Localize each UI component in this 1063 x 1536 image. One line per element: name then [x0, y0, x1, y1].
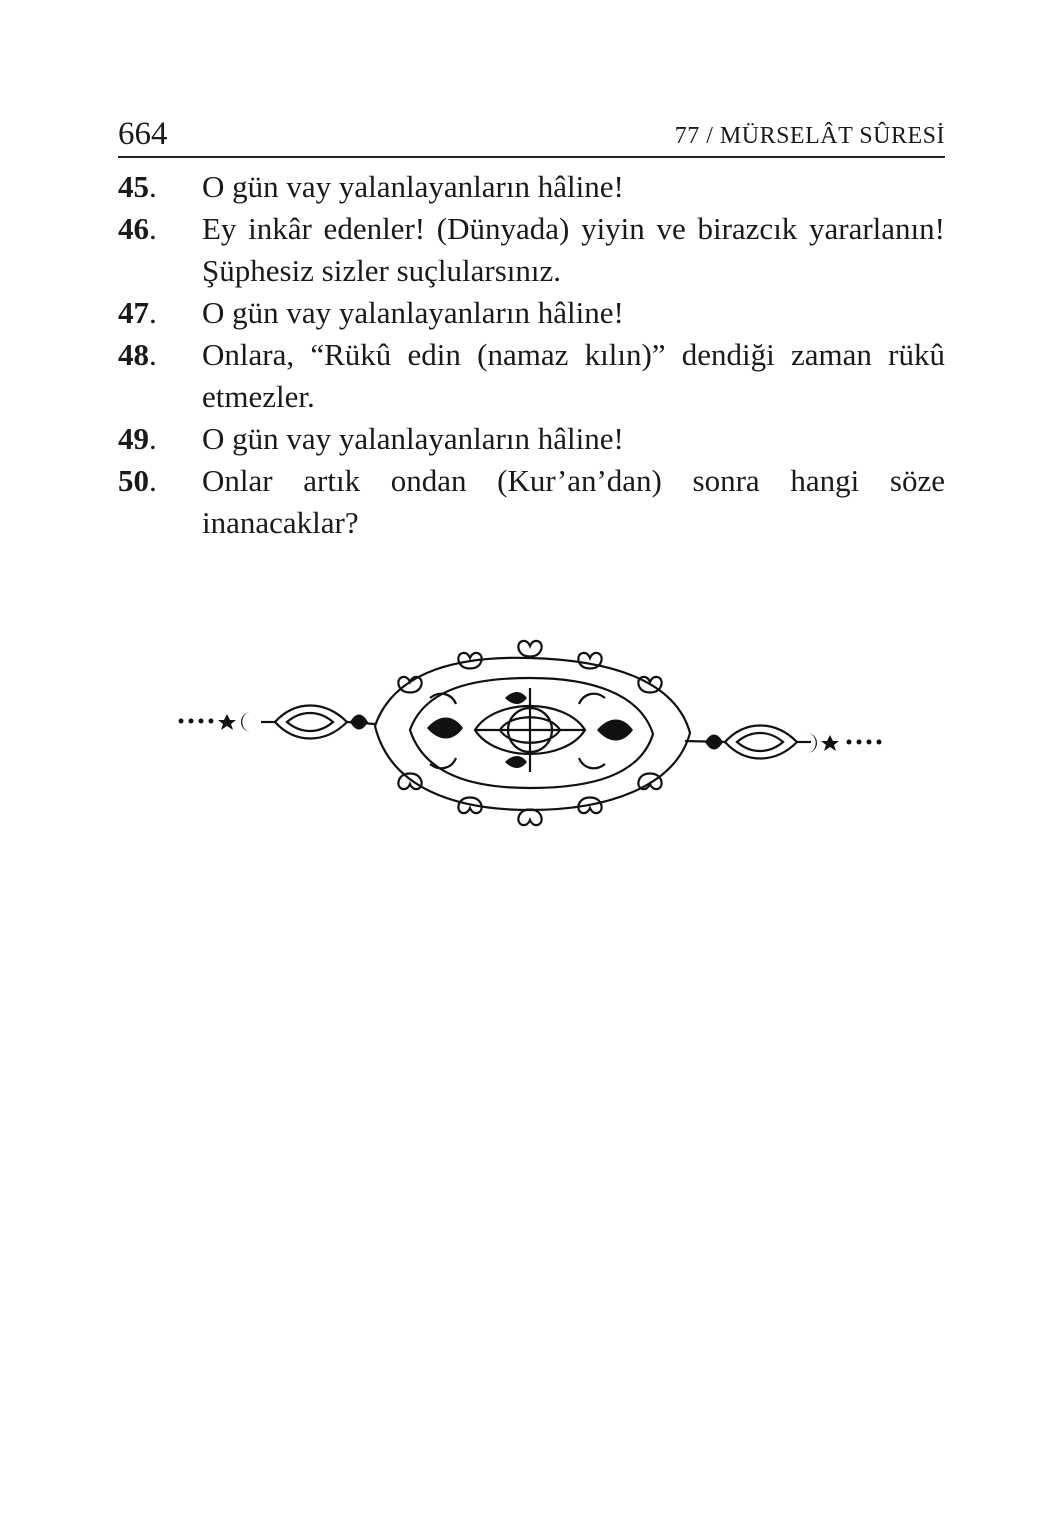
ornamental-divider-icon: [175, 638, 885, 828]
verse-text: Ey inkâr edenler! (Dünyada) yiyin ve birazcık yararlanın! Şüphesiz sizler suçlularsınız.: [202, 211, 945, 288]
verse-text: O gün vay yalanlayanların hâline!: [202, 169, 624, 204]
verse-number: 48.: [118, 337, 157, 372]
verse-text: O gün vay yalanlayanların hâline!: [202, 295, 624, 330]
verse-number: 46.: [118, 211, 157, 246]
verse-text: O gün vay yalanlayanların hâline!: [202, 421, 624, 456]
verse-list: [118, 166, 945, 544]
verse-text: Onlara, “Rükû edin (namaz kılın)” dendiği zaman rükû etmezler.: [202, 337, 945, 414]
verse-number: 47.: [118, 295, 157, 330]
verse-text: Onlar artık ondan (Kur’an’dan) sonra hangi söze inanacaklar?: [202, 463, 945, 540]
running-title: 77 / MÜRSELÂT SÛRESİ: [674, 123, 945, 149]
verse-47: [118, 292, 945, 334]
page-header: [118, 112, 945, 158]
verse-49: [118, 418, 945, 460]
page-number: 664: [118, 116, 168, 152]
verse-number: 45.: [118, 169, 157, 204]
verse-45: [118, 166, 945, 208]
verse-number: 49.: [118, 421, 157, 456]
verse-46: [118, 208, 945, 292]
verse-48: [118, 334, 945, 418]
verse-number: 50.: [118, 463, 157, 498]
verse-50: [118, 460, 945, 544]
